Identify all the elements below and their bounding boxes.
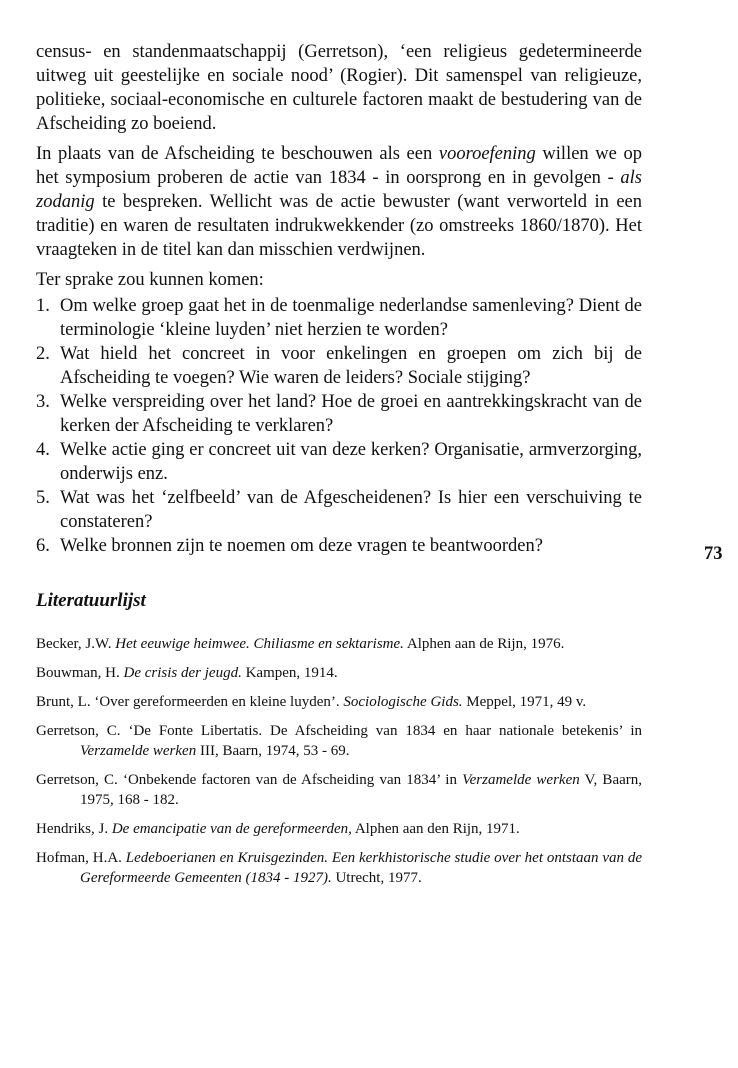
paragraph-2-emphasis-2: als zodanig bbox=[36, 168, 642, 212]
question-item bbox=[36, 390, 642, 438]
ref-title: Sociologische Gids. bbox=[343, 694, 463, 710]
question-text: Wat was het ‘zelfbeeld’ van de Afgescheidenen? Is hier een verschuiving te constateren? bbox=[60, 488, 642, 532]
question-number: 3. bbox=[36, 392, 50, 412]
question-text: Welke verspreiding over het land? Hoe de groei en aantrekkingskracht van de kerken der Afscheiding te verklaren? bbox=[60, 392, 642, 436]
question-item bbox=[36, 294, 642, 342]
ref-publication: Alphen aan den Rijn, 1971. bbox=[351, 821, 520, 837]
question-item bbox=[36, 486, 642, 534]
page-number: 73 bbox=[704, 544, 723, 564]
ref-author: Gerretson, C. ‘Onbekende factoren van de Afscheiding van 1834’ in bbox=[36, 772, 463, 788]
paragraph-2 bbox=[36, 142, 642, 262]
question-text: Om welke groep gaat het in de toenmalige nederlandse samenleving? Dient de terminologie ‘kleine luyden’ niet herzien te worden? bbox=[60, 296, 642, 340]
ref-title: De emancipatie van de gereformeerden, bbox=[111, 821, 352, 837]
literature-list bbox=[36, 634, 642, 888]
paragraph-2-emphasis-1: vooroefening bbox=[438, 144, 536, 164]
ref-author: Hofman, H.A. bbox=[36, 850, 126, 866]
page-body bbox=[36, 40, 642, 897]
ref-title: Het eeuwige heimwee. Chiliasme en sektarisme. bbox=[115, 636, 404, 652]
paragraph-2-text-c: te bespreken. Wellicht was de actie bewuster (want verworteld in een traditie) en waren de resultaten indrukwekkender (zo omstreeks 1860/1870). Het vraagteken in de titel kan dan misschien verdwijnen. bbox=[36, 192, 642, 260]
question-text: Wat hield het concreet in voor enkelingen en groepen om zich bij de Afscheiding te voegen? Wie waren de leiders? Sociale stijging? bbox=[60, 344, 642, 388]
questions-intro: Ter sprake zou kunnen komen: bbox=[36, 270, 264, 290]
ref-publication: Meppel, 1971, 49 v. bbox=[462, 694, 587, 710]
question-number: 4. bbox=[36, 440, 50, 460]
question-item bbox=[36, 342, 642, 390]
question-text: Welke actie ging er concreet uit van deze kerken? Organisatie, armverzorging, onderwijs enz. bbox=[60, 440, 642, 484]
questions-list bbox=[36, 294, 642, 558]
question-text: Welke bronnen zijn te noemen om deze vragen te beantwoorden? bbox=[60, 536, 543, 556]
question-item bbox=[36, 438, 642, 486]
ref-publication: III, Baarn, 1974, 53 - 69. bbox=[196, 743, 350, 759]
literature-entry bbox=[36, 692, 642, 712]
ref-publication: Utrecht, 1977. bbox=[331, 870, 422, 886]
question-number: 5. bbox=[36, 488, 50, 508]
literature-entry bbox=[36, 819, 642, 839]
ref-title: De crisis der jeugd. bbox=[123, 665, 242, 681]
ref-title: Verzamelde werken bbox=[80, 743, 197, 759]
paragraph-1: census- en standenmaatschappij (Gerretson), ‘een religieus gedetermineerde uitweg uit geestelijke en sociale nood’ (Rogier). Dit samenspel van religieuze, politieke, sociaal-economische en culturele factoren maakt de bestudering van de Afscheiding zo boeiend. bbox=[36, 42, 642, 134]
ref-publication: Kampen, 1914. bbox=[241, 665, 338, 681]
paragraph-2-text-b: willen we op het symposium proberen de actie van 1834 - in oorsprong en in gevolgen - bbox=[36, 144, 643, 188]
literature-entry bbox=[36, 848, 642, 888]
question-item bbox=[36, 534, 642, 558]
ref-author: Brunt, L. ‘Over gereformeerden en kleine luyden’. bbox=[36, 694, 344, 710]
ref-author: Gerretson, C. ‘De Fonte Libertatis. De Afscheiding van 1834 en haar nationale betekenis’ in bbox=[36, 723, 642, 739]
paragraph-2-text-a: In plaats van de Afscheiding te beschouwen als een bbox=[36, 144, 439, 164]
ref-author: Bouwman, H. bbox=[36, 665, 124, 681]
literature-entry bbox=[36, 770, 642, 810]
literature-heading: Literatuurlijst bbox=[36, 590, 146, 611]
question-number: 6. bbox=[36, 536, 50, 556]
question-number: 1. bbox=[36, 296, 50, 316]
ref-title: Verzamelde werken bbox=[462, 772, 580, 788]
question-number: 2. bbox=[36, 344, 50, 364]
literature-entry bbox=[36, 663, 642, 683]
ref-author: Hendriks, J. bbox=[36, 821, 112, 837]
literature-entry bbox=[36, 634, 642, 654]
ref-author: Becker, J.W. bbox=[36, 636, 116, 652]
ref-publication: V, Baarn, 1975, 168 - 182. bbox=[80, 772, 642, 808]
literature-entry bbox=[36, 721, 642, 761]
ref-title: Ledeboerianen en Kruisgezinden. Een kerkhistorische studie over het ontstaan van de Gereformeerde Gemeenten (1834 - 1927). bbox=[80, 850, 643, 886]
ref-publication: Alphen aan de Rijn, 1976. bbox=[403, 636, 565, 652]
